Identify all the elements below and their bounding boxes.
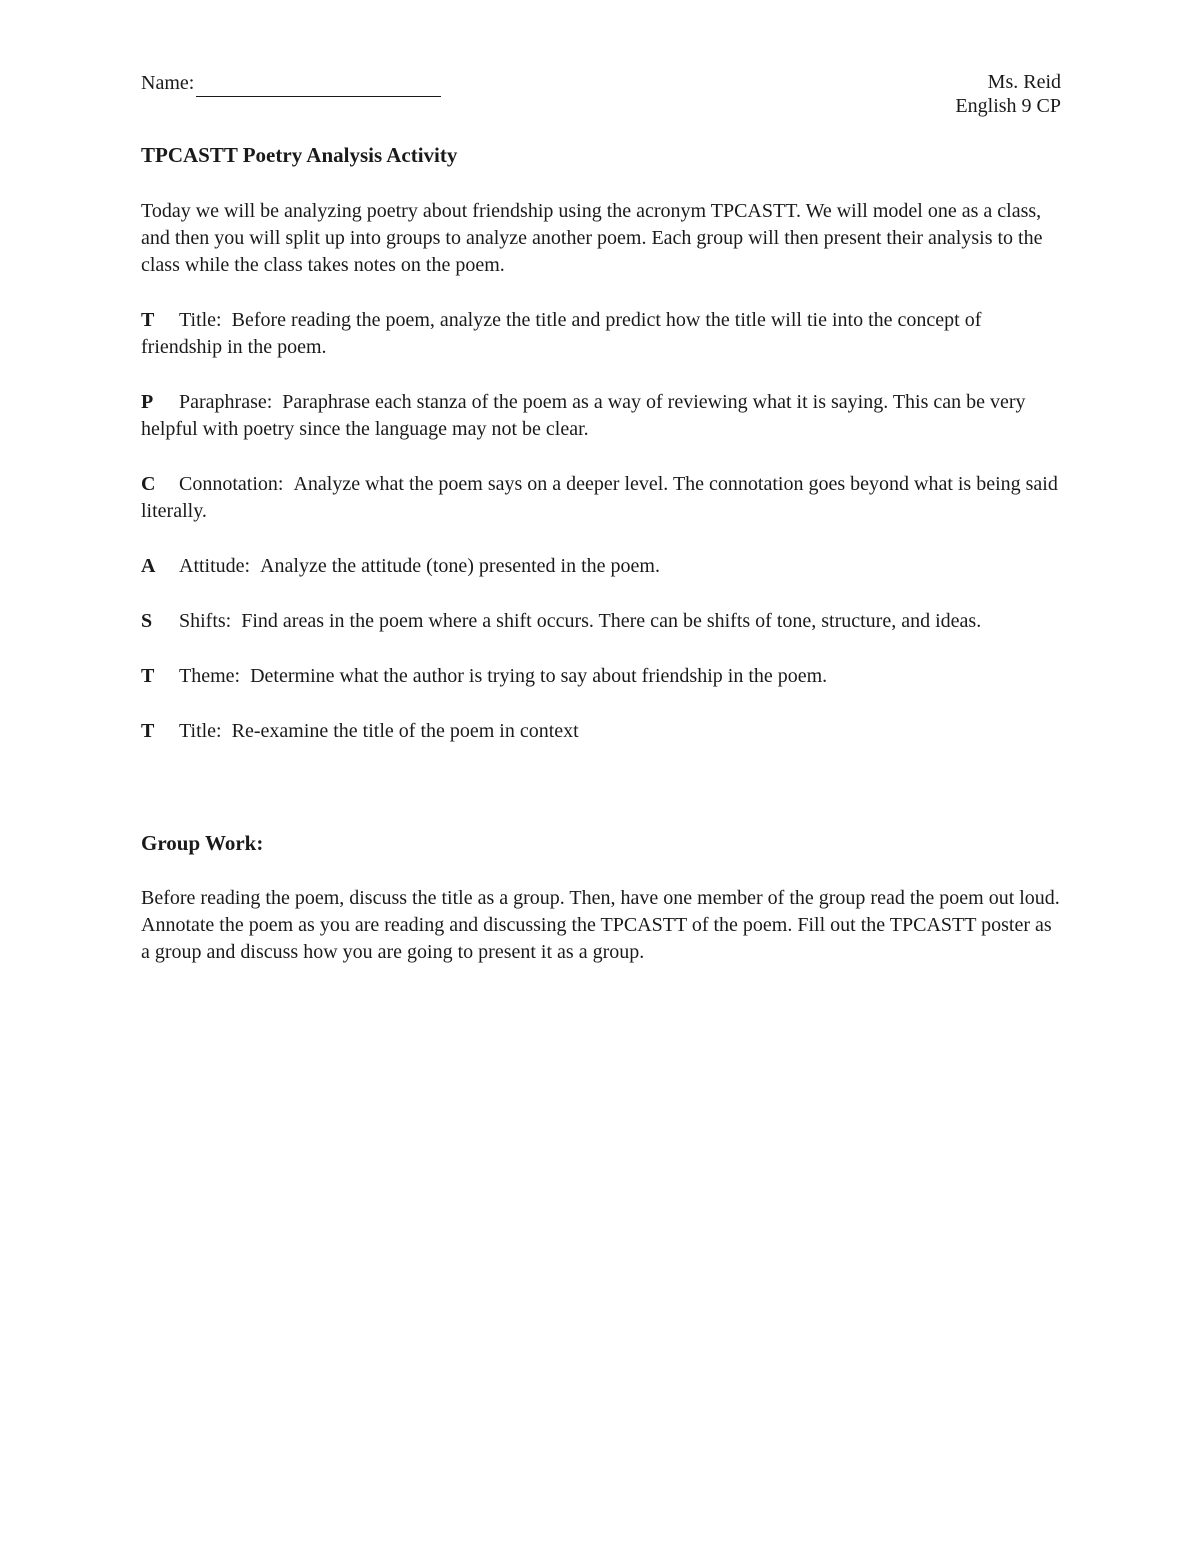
step-theme [141,663,1061,690]
step-text: Re-examine the title of the poem in context [231,720,579,742]
worksheet-page [141,0,1061,1553]
step-text: Before reading the poem, analyze the title and predict how the title will tie into the concept of friendship in the poem. [141,309,982,358]
step-letter: P [141,391,154,413]
step-name: Title: [179,720,222,742]
step-text: Determine what the author is trying to say about friendship in the poem. [250,665,828,687]
step-name: Connotation: [179,473,284,495]
step-title [141,307,1061,361]
step-letter: T [141,665,155,687]
teacher-block [955,70,1061,118]
page-header [141,70,1061,120]
teacher-name: Ms. Reid [987,71,1061,93]
group-work-paragraph: Before reading the poem, discuss the title as a group. Then, have one member of the group read the poem out loud. Annotate the poem as you are reading and discussing the TPCASTT of the poem. Fill out the TPCASTT poster as a group and discuss how you are going to present it as a group. [141,887,1060,963]
step-letter: A [141,555,156,577]
name-line [141,70,441,97]
step-name: Attitude: [179,555,251,577]
step-letter: S [141,610,153,632]
step-letter: T [141,720,155,742]
tpcastt-steps [141,307,1061,773]
step-attitude [141,553,1061,580]
step-text: Find areas in the poem where a shift occurs. There can be shifts of tone, structure, and ideas. [241,610,982,632]
step-name: Theme: [179,665,241,687]
step-text: Paraphrase each stanza of the poem as a way of reviewing what it is saying. This can be very helpful with poetry since the language may not be clear. [141,391,1026,440]
step-name: Title: [179,309,222,331]
group-work-heading: Group Work: [141,831,264,855]
step-letter: T [141,309,155,331]
step-name: Paraphrase: [179,391,273,413]
step-shifts [141,608,1061,635]
step-text: Analyze the attitude (tone) presented in the poem. [260,555,660,577]
step-title-again [141,718,1061,745]
course-name: English 9 CP [955,95,1061,117]
worksheet-title: TPCASTT Poetry Analysis Activity [141,143,458,167]
step-letter: C [141,473,156,495]
step-paraphrase [141,389,1061,443]
intro-paragraph: Today we will be analyzing poetry about friendship using the acronym TPCASTT. We will model one as a class, and then you will split up into groups to analyze another poem. Each group will then present their analysis to the class while the class takes notes on the poem. [141,200,1043,276]
step-connotation [141,471,1061,525]
step-text: Analyze what the poem says on a deeper level. The connotation goes beyond what is being said literally. [141,473,1058,522]
name-label: Name: [141,72,195,94]
name-blank-line [196,76,441,97]
step-name: Shifts: [179,610,232,632]
